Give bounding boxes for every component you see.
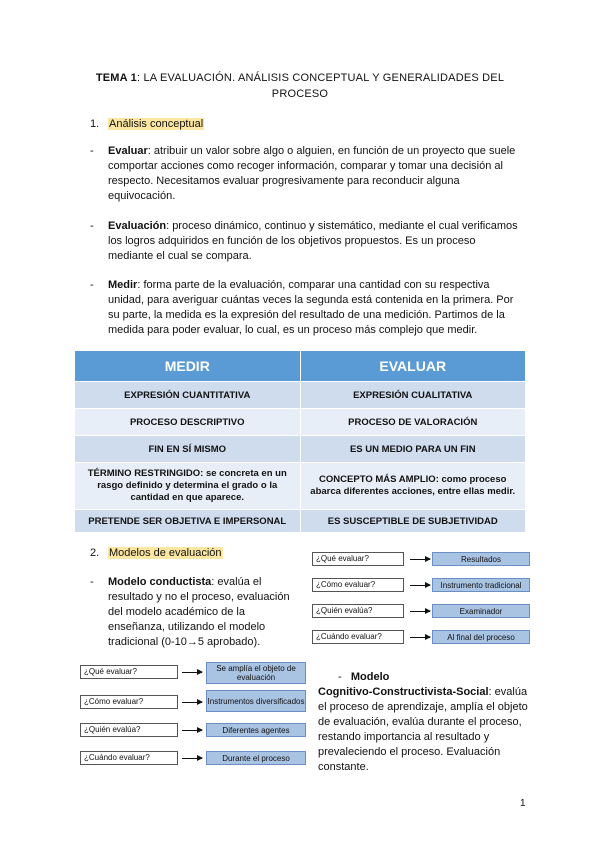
diagram-conductista [312,552,532,652]
modelo-conductista: - Modelo conductista: evalúa el resultado y no el proceso, evaluación del modelo académico de la enseñanza, utilizando el modelo tradicional (0-10→5 aprobado). [90,576,290,648]
table-cell: ES UN MEDIO PARA UN FIN [300,436,526,463]
diagram-answer: Se amplía el objeto de evaluación [206,662,306,684]
diagram-answer: Al final del proceso [432,630,530,644]
table-row [75,463,526,510]
term-evaluacion: Evaluación [108,220,167,232]
table-row [75,382,526,409]
header-medir: MEDIR [75,351,301,382]
term-cognitivo: Cognitivo-Constructivista-Social [318,686,489,698]
diagram-answer: Instrumentos diversificados [206,690,306,712]
document-title [90,70,510,102]
section-1-label: Análisis conceptual [109,118,204,130]
diagram-cognitivo [80,662,310,772]
term-conductista: Modelo conductista [108,576,212,588]
header-evaluar: EVALUAR [300,351,526,382]
arrow-icon [182,672,202,673]
section-2-label: Modelos de evaluación [109,547,222,559]
term-modelo: Modelo [350,671,390,683]
text-evaluacion: : proceso dinámico, continuo y sistemático, mediante el cual verificamos los logros adquiridos en función de los objetivos propuestos. Es un proceso mediante el cual se compara. [108,220,518,262]
term-medir: Medir [108,279,138,291]
diagram-question: ¿Quién evalúa? [80,723,178,737]
text-evaluar: : atribuir un valor sobre algo o alguien, en función de un proyecto que suele comportar acciones como recoger información, comparar y tomar una decisión al respecto. Necesitamos evaluar progresivamente para reconducir alguna equivocación. [108,145,516,202]
definition-evaluar: - Evaluar: atribuir un valor sobre algo o alguien, en función de un proyecto que suele comportar acciones como recoger información, comparar y tomar una decisión al respecto. Necesitamos evaluar progresivamente para reconducir alguna equivocación. [90,145,516,202]
diagram-question: ¿Cuándo evaluar? [312,630,404,644]
table-cell: PROCESO DESCRIPTIVO [75,409,301,436]
arrow-icon [410,585,430,586]
table-cell: CONCEPTO MÁS AMPLIO: como proceso abarca diferentes acciones, entre ellas medir. [300,463,526,510]
diagram-question: ¿Quién evalúa? [312,604,404,618]
table-row [75,510,526,533]
page-number: 1 [520,798,526,809]
arrow-icon [182,758,202,759]
section-2-heading [90,545,223,561]
section-1-number: 1. [90,118,100,130]
arrow-icon [410,611,430,612]
table-cell: PRETENDE SER OBJETIVA E IMPERSONAL [75,510,301,533]
modelo-cognitivo: - Modelo Cognitivo-Constructivista-Social: evalúa el proceso de aprendizaje, amplía el objeto de evaluación, evalúa durante el proceso, restando importancia al resultado y prevaleciendo el proceso. Evaluación constante. [318,671,528,773]
diagram-answer: Instrumento tradicional [432,578,530,592]
table-cell: PROCESO DE VALORACIÓN [300,409,526,436]
diagram-answer: Resultados [432,552,530,566]
arrow-icon [410,559,430,560]
diagram-question: ¿Cómo evaluar? [80,695,178,709]
diagram-question: ¿Qué evaluar? [312,552,404,566]
section-1-heading [90,116,204,132]
diagram-question: ¿Cómo evaluar? [312,578,404,592]
table-cell: EXPRESIÓN CUANTITATIVA [75,382,301,409]
definition-medir: - Medir: forma parte de la evaluación, comparar una cantidad con su respectiva unidad, para averiguar cuántas veces la segunda está contenida en la primera. Por su parte, la medida es la expresión del resultado de una medición. Partimos de la medida para poder evaluar, lo cual, es un proceso más complejo que medir. [90,279,514,336]
arrow-icon [182,702,202,703]
medir-evaluar-table [74,350,526,533]
diagram-answer: Diferentes agentes [206,723,306,737]
title-bold: TEMA 1 [95,72,137,84]
definition-evaluacion: - Evaluación: proceso dinámico, continuo y sistemático, mediante el cual verificamos los logros adquiridos en función de los objetivos propuestos. Es un proceso mediante el cual se compara. [90,220,518,262]
table-row [75,436,526,463]
diagram-answer: Examinador [432,604,530,618]
table-row [75,409,526,436]
table-cell: EXPRESIÓN CUALITATIVA [300,382,526,409]
text-medir: : forma parte de la evaluación, comparar una cantidad con su respectiva unidad, para averiguar cuántas veces la segunda está contenida en la primera. Por su parte, la medida es la expresión del resultado de una medición. Partimos de la medida para poder evaluar, lo cual, es un proceso más complejo que medir. [108,279,514,336]
text-cognitivo: : evalúa el proceso de aprendizaje, amplía el objeto de evaluación, evalúa durante el proceso, restando importancia al resultado y prevaleciendo el proceso. Evaluación constante. [318,686,528,773]
term-evaluar: Evaluar [108,145,148,157]
table-cell: FIN EN SÍ MISMO [75,436,301,463]
section-2-number: 2. [90,547,100,559]
table-cell: TÉRMINO RESTRINGIDO: se concreta en un rasgo definido y determina el grado o la cantidad en que aparece. [75,463,301,510]
text-conductista: : evalúa el resultado y no el proceso, evaluación del modelo académico de la enseñanza, utilizando el modelo tradicional (0-10→5 aprobado). [108,576,290,648]
diagram-question: ¿Cuándo evaluar? [80,751,178,765]
table-cell: ES SUSCEPTIBLE DE SUBJETIVIDAD [300,510,526,533]
arrow-icon [410,637,430,638]
diagram-question: ¿Qué evaluar? [80,665,178,679]
title-rest: : LA EVALUACIÓN. ANÁLISIS CONCEPTUAL Y GENERALIDADES DEL PROCESO [136,72,505,100]
arrow-icon [182,730,202,731]
diagram-answer: Durante el proceso [206,751,306,765]
